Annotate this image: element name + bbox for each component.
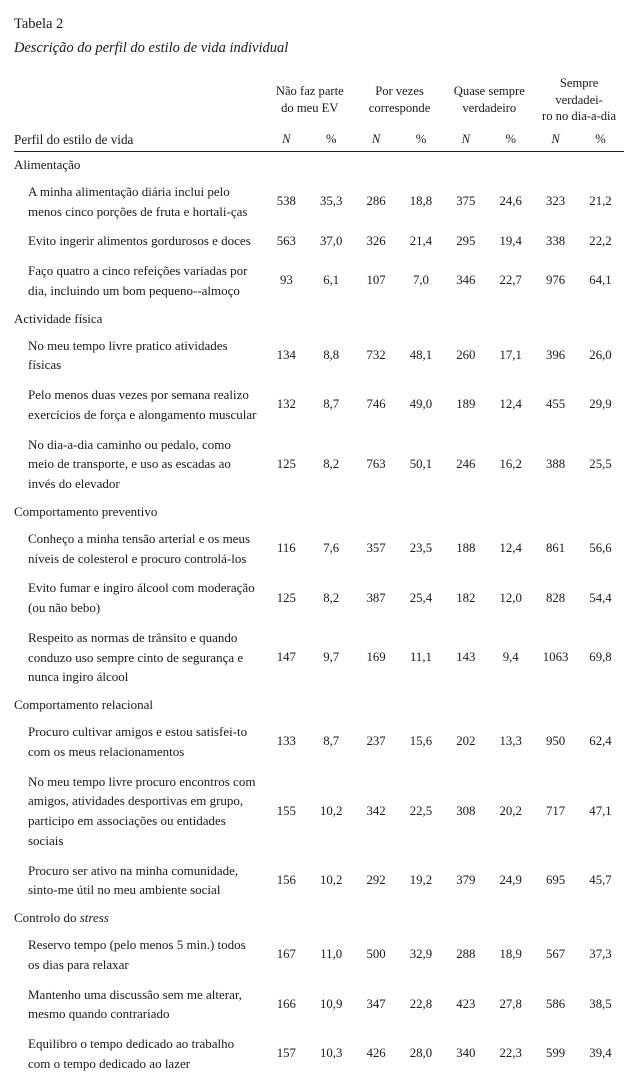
table-row xyxy=(14,767,624,856)
header-sub-pct-3: % xyxy=(505,131,516,146)
table-section-row xyxy=(14,499,624,524)
cell-count-1: 538 xyxy=(276,194,296,209)
cell-percent-4: 25,5 xyxy=(589,456,612,471)
cell-count-4: 695 xyxy=(545,872,566,887)
cell-percent-2: 48,1 xyxy=(409,347,433,362)
table-row-label: Equilibro o tempo dedicado ao trabalho com o tempo dedicado ao lazer xyxy=(28,1036,235,1071)
cell-percent-2: 23,5 xyxy=(409,541,433,556)
table-section-row xyxy=(14,692,624,717)
table-body xyxy=(14,151,624,1078)
cell-count-3: 308 xyxy=(456,803,476,818)
cell-percent-1: 10,2 xyxy=(320,803,343,818)
cell-percent-1: 8,7 xyxy=(323,734,340,749)
cell-count-4: 567 xyxy=(545,947,566,962)
table-section-label: Comportamento relacional xyxy=(14,697,153,713)
header-sub-pct-2: % xyxy=(415,131,427,146)
cell-percent-1: 8,2 xyxy=(323,456,340,471)
header-sub-n-2: N xyxy=(371,131,381,146)
cell-percent-3: 22,7 xyxy=(499,273,522,288)
cell-count-1: 125 xyxy=(276,590,296,605)
cell-percent-4: 45,7 xyxy=(589,872,612,887)
cell-percent-1: 7,6 xyxy=(323,541,340,556)
cell-count-1: 155 xyxy=(276,803,296,818)
cell-count-4: 455 xyxy=(545,397,566,412)
cell-count-3: 346 xyxy=(456,273,476,288)
cell-percent-2: 7,0 xyxy=(412,273,429,288)
cell-percent-1: 6,1 xyxy=(323,273,340,288)
cell-count-2: 357 xyxy=(366,541,386,556)
cell-count-4: 950 xyxy=(545,734,566,749)
cell-count-2: 169 xyxy=(366,649,386,664)
cell-percent-4: 38,5 xyxy=(589,996,612,1011)
cell-percent-2: 19,2 xyxy=(409,872,433,887)
table-row xyxy=(14,573,624,623)
cell-percent-2: 15,6 xyxy=(409,734,433,749)
header-group-1 xyxy=(265,69,355,128)
cell-count-3: 423 xyxy=(456,996,476,1011)
cell-percent-2: 25,4 xyxy=(409,590,433,605)
cell-count-2: 732 xyxy=(366,347,386,362)
table-row xyxy=(14,980,624,1030)
table-row xyxy=(14,524,624,574)
cell-percent-1: 8,7 xyxy=(323,397,340,412)
cell-count-3: 379 xyxy=(456,872,476,887)
cell-count-3: 288 xyxy=(456,947,476,962)
header-group-3-line2: verdadeiro xyxy=(462,100,517,115)
cell-percent-3: 12,0 xyxy=(499,590,522,605)
table-row xyxy=(14,930,624,980)
cell-percent-3: 20,2 xyxy=(499,803,522,818)
cell-percent-2: 21,4 xyxy=(409,233,433,248)
cell-count-2: 326 xyxy=(366,233,386,248)
header-group-4 xyxy=(534,69,624,128)
cell-percent-3: 22,3 xyxy=(499,1046,522,1061)
table-row-label: Respeito as normas de trânsito e quando conduzo uso sempre cinto de segurança e nunca ingiro álcool xyxy=(28,629,244,685)
cell-count-1: 132 xyxy=(276,397,296,412)
header-sub-n-3: N xyxy=(461,131,471,146)
header-group-3-line1: Quase sempre xyxy=(453,84,525,99)
cell-percent-3: 19,4 xyxy=(499,233,522,248)
cell-percent-2: 28,0 xyxy=(409,1046,433,1061)
cell-count-4: 861 xyxy=(545,541,566,556)
lifestyle-profile-table xyxy=(14,69,624,1079)
cell-count-4: 323 xyxy=(545,194,566,209)
cell-percent-4: 37,3 xyxy=(589,947,612,962)
cell-percent-1: 37,0 xyxy=(320,233,343,248)
table-row-label: Procuro cultivar amigos e estou satisfei-to com os meus relacionamentos xyxy=(28,724,248,759)
cell-percent-4: 69,8 xyxy=(589,649,612,664)
table-row-label: No meu tempo livre procuro encontros com amigos, atividades desportivas em grupo, participo em associações ou entidades sociais xyxy=(28,773,256,848)
table-row xyxy=(14,226,624,256)
cell-percent-3: 9,4 xyxy=(502,649,519,664)
cell-count-1: 134 xyxy=(276,347,296,362)
table-section-label: Controlo do stress xyxy=(14,910,109,926)
cell-percent-1: 35,3 xyxy=(320,194,343,209)
table-title: Descrição do perfil do estilo de vida individual xyxy=(14,40,289,57)
cell-percent-3: 27,8 xyxy=(499,996,522,1011)
table-row xyxy=(14,177,624,227)
cell-percent-4: 47,1 xyxy=(589,803,612,818)
cell-count-1: 133 xyxy=(276,734,296,749)
cell-count-4: 1063 xyxy=(542,649,569,664)
cell-percent-2: 22,5 xyxy=(409,803,433,818)
header-sub-pct-1: % xyxy=(325,131,337,146)
cell-count-2: 500 xyxy=(366,947,386,962)
cell-count-1: 93 xyxy=(279,273,293,288)
table-row xyxy=(14,623,624,692)
table-section-label: Comportamento preventivo xyxy=(14,503,158,519)
cell-count-2: 342 xyxy=(366,803,386,818)
cell-percent-1: 9,7 xyxy=(323,649,340,664)
cell-percent-4: 29,9 xyxy=(589,397,612,412)
cell-count-3: 188 xyxy=(456,541,476,556)
cell-percent-1: 8,8 xyxy=(323,347,340,362)
table-row-label: No meu tempo livre pratico atividades físicas xyxy=(28,337,228,373)
table-row xyxy=(14,856,624,906)
cell-count-1: 563 xyxy=(276,233,296,248)
cell-count-2: 746 xyxy=(366,397,386,412)
cell-percent-2: 50,1 xyxy=(409,456,433,471)
cell-percent-3: 16,2 xyxy=(499,456,522,471)
table-caption xyxy=(0,0,638,59)
table-row-label: Reservo tempo (pelo menos 5 min.) todos os dias para relaxar xyxy=(28,937,246,972)
cell-count-4: 717 xyxy=(545,803,566,818)
cell-count-3: 143 xyxy=(456,649,476,664)
cell-count-4: 976 xyxy=(545,273,566,288)
header-group-4-line2: ro no dia-a-dia xyxy=(542,109,617,124)
table-header-groups xyxy=(14,69,624,128)
cell-count-1: 167 xyxy=(276,947,296,962)
cell-count-4: 586 xyxy=(545,996,566,1011)
cell-count-2: 387 xyxy=(366,590,386,605)
cell-percent-1: 10,9 xyxy=(320,996,343,1011)
cell-count-2: 763 xyxy=(366,456,386,471)
cell-percent-2: 32,9 xyxy=(409,947,433,962)
cell-count-2: 292 xyxy=(366,872,386,887)
cell-percent-1: 10,3 xyxy=(320,1046,343,1061)
cell-percent-1: 8,2 xyxy=(323,590,340,605)
cell-count-2: 347 xyxy=(366,996,386,1011)
table-row-label: Procuro ser ativo na minha comunidade, sinto-me útil no meu ambiente social xyxy=(28,862,239,898)
table-row xyxy=(14,1029,624,1079)
table-row-label: Evito fumar e ingiro álcool com moderação (ou não bebo) xyxy=(28,580,255,616)
cell-count-2: 286 xyxy=(366,194,386,209)
header-sub-n-4: N xyxy=(551,131,560,146)
cell-count-3: 182 xyxy=(456,590,476,605)
cell-count-2: 237 xyxy=(366,734,386,749)
cell-count-3: 246 xyxy=(456,456,476,471)
cell-percent-3: 18,9 xyxy=(499,947,522,962)
cell-count-1: 147 xyxy=(276,649,296,664)
header-sub-pct-4: % xyxy=(595,131,606,146)
table-row xyxy=(14,256,624,306)
table-row xyxy=(14,380,624,430)
cell-percent-4: 54,4 xyxy=(589,590,612,605)
cell-percent-2: 18,8 xyxy=(409,194,433,209)
cell-percent-1: 11,0 xyxy=(320,947,343,962)
cell-count-4: 599 xyxy=(545,1046,566,1061)
cell-percent-4: 64,1 xyxy=(589,273,612,288)
table-number: Tabela 2 xyxy=(14,16,64,32)
header-group-1-line1: Não faz parte xyxy=(275,84,344,99)
cell-percent-2: 22,8 xyxy=(409,996,433,1011)
header-group-2-line2: corresponde xyxy=(368,100,431,115)
cell-percent-3: 13,3 xyxy=(499,734,522,749)
header-group-1-line2: do meu EV xyxy=(281,100,339,115)
table-section-label: Actividade física xyxy=(14,310,103,326)
cell-count-3: 189 xyxy=(456,397,476,412)
header-group-2 xyxy=(355,69,445,128)
cell-percent-4: 22,2 xyxy=(589,233,612,248)
cell-count-2: 426 xyxy=(366,1046,386,1061)
cell-percent-4: 39,4 xyxy=(589,1046,612,1061)
cell-count-1: 166 xyxy=(276,996,296,1011)
cell-count-3: 295 xyxy=(456,233,476,248)
table-row xyxy=(14,717,624,767)
cell-count-1: 157 xyxy=(276,1046,296,1061)
cell-count-3: 260 xyxy=(456,347,476,362)
table-section-row xyxy=(14,151,624,177)
cell-percent-4: 62,4 xyxy=(589,734,612,749)
header-group-4-line1: Sempre verdadei- xyxy=(555,76,603,107)
cell-percent-3: 17,1 xyxy=(499,347,522,362)
cell-percent-2: 11,1 xyxy=(410,649,432,664)
cell-count-3: 340 xyxy=(456,1046,476,1061)
table-row-label: Evito ingerir alimentos gordurosos e doces xyxy=(28,233,251,249)
cell-count-4: 338 xyxy=(545,233,566,248)
cell-percent-2: 49,0 xyxy=(409,397,433,412)
header-row-label: Perfil do estilo de vida xyxy=(14,131,134,147)
cell-percent-4: 21,2 xyxy=(589,194,612,209)
table-section-row xyxy=(14,306,624,331)
cell-percent-1: 10,2 xyxy=(320,872,343,887)
table-row xyxy=(14,331,624,381)
cell-count-1: 125 xyxy=(276,456,296,471)
table-row xyxy=(14,430,624,499)
cell-percent-4: 26,0 xyxy=(589,347,612,362)
table-row-label: Pelo menos duas vezes por semana realizo exercícios de força e alongamento muscular xyxy=(28,387,257,422)
table-row-label: Conheço a minha tensão arterial e os meus níveis de colesterol e procuro controlá-los xyxy=(28,530,251,566)
cell-percent-3: 24,6 xyxy=(499,194,522,209)
header-group-2-line1: Por vezes xyxy=(375,84,424,99)
table-section-row xyxy=(14,905,624,930)
cell-count-1: 156 xyxy=(276,872,296,887)
cell-percent-3: 24,9 xyxy=(499,872,522,887)
cell-percent-3: 12,4 xyxy=(499,397,522,412)
cell-count-4: 828 xyxy=(545,590,566,605)
cell-count-4: 388 xyxy=(545,456,566,471)
table-section-label: Alimentação xyxy=(14,151,624,177)
cell-percent-4: 56,6 xyxy=(589,541,612,556)
cell-count-3: 202 xyxy=(456,734,476,749)
cell-count-2: 107 xyxy=(366,273,386,288)
cell-count-4: 396 xyxy=(545,347,566,362)
header-sub-n-1: N xyxy=(282,131,291,146)
cell-count-1: 116 xyxy=(276,541,296,556)
cell-percent-3: 12,4 xyxy=(499,541,522,556)
table-row-label: No dia-a-dia caminho ou pedalo, como meio de transporte, e uso as escadas ao invés do elevador xyxy=(28,436,231,492)
table-row-label: A minha alimentação diária inclui pelo menos cinco porções de fruta e hortali-ças xyxy=(28,183,248,219)
table-row-label: Mantenho uma discussão sem me alterar, mesmo quando contrariado xyxy=(28,986,242,1022)
table-row-label: Faço quatro a cinco refeições variadas por dia, incluindo um bom pequeno--almoço xyxy=(28,263,248,298)
header-group-3 xyxy=(444,69,534,128)
cell-count-3: 375 xyxy=(456,194,476,209)
